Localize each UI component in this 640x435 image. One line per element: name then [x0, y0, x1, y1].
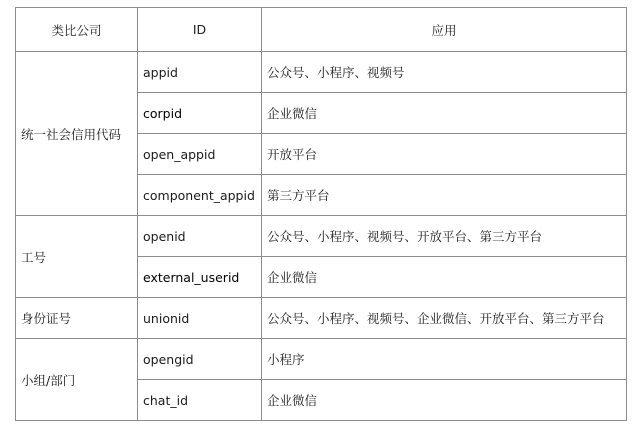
company-cell-id-number: 身份证号 — [16, 298, 138, 339]
id-comparison-table — [15, 7, 627, 421]
header-company: 类比公司 — [16, 8, 138, 52]
id-cell: unionid — [138, 298, 262, 339]
table-row — [16, 216, 627, 257]
app-cell: 公众号、小程序、视频号、企业微信、开放平台、第三方平台 — [262, 298, 627, 339]
id-cell: chat_id — [138, 380, 262, 421]
table-row — [16, 52, 627, 93]
id-cell: appid — [138, 52, 262, 93]
id-cell: openid — [138, 216, 262, 257]
app-cell: 企业微信 — [262, 380, 627, 421]
company-cell-team-department: 小组/部门 — [16, 339, 138, 421]
header-id: ID — [138, 8, 262, 52]
table-row — [16, 339, 627, 380]
id-cell: external_userid — [138, 257, 262, 298]
company-cell-credit-code: 统一社会信用代码 — [16, 52, 138, 216]
id-cell: open_appid — [138, 134, 262, 175]
app-cell: 企业微信 — [262, 93, 627, 134]
id-cell: corpid — [138, 93, 262, 134]
header-row — [16, 8, 627, 52]
app-cell: 企业微信 — [262, 257, 627, 298]
app-cell: 小程序 — [262, 339, 627, 380]
id-cell: opengid — [138, 339, 262, 380]
app-cell: 公众号、小程序、视频号、开放平台、第三方平台 — [262, 216, 627, 257]
company-cell-employee-number: 工号 — [16, 216, 138, 298]
app-cell: 公众号、小程序、视频号 — [262, 52, 627, 93]
table-row — [16, 298, 627, 339]
app-cell: 第三方平台 — [262, 175, 627, 216]
id-cell: component_appid — [138, 175, 262, 216]
header-application: 应用 — [262, 8, 627, 52]
app-cell: 开放平台 — [262, 134, 627, 175]
